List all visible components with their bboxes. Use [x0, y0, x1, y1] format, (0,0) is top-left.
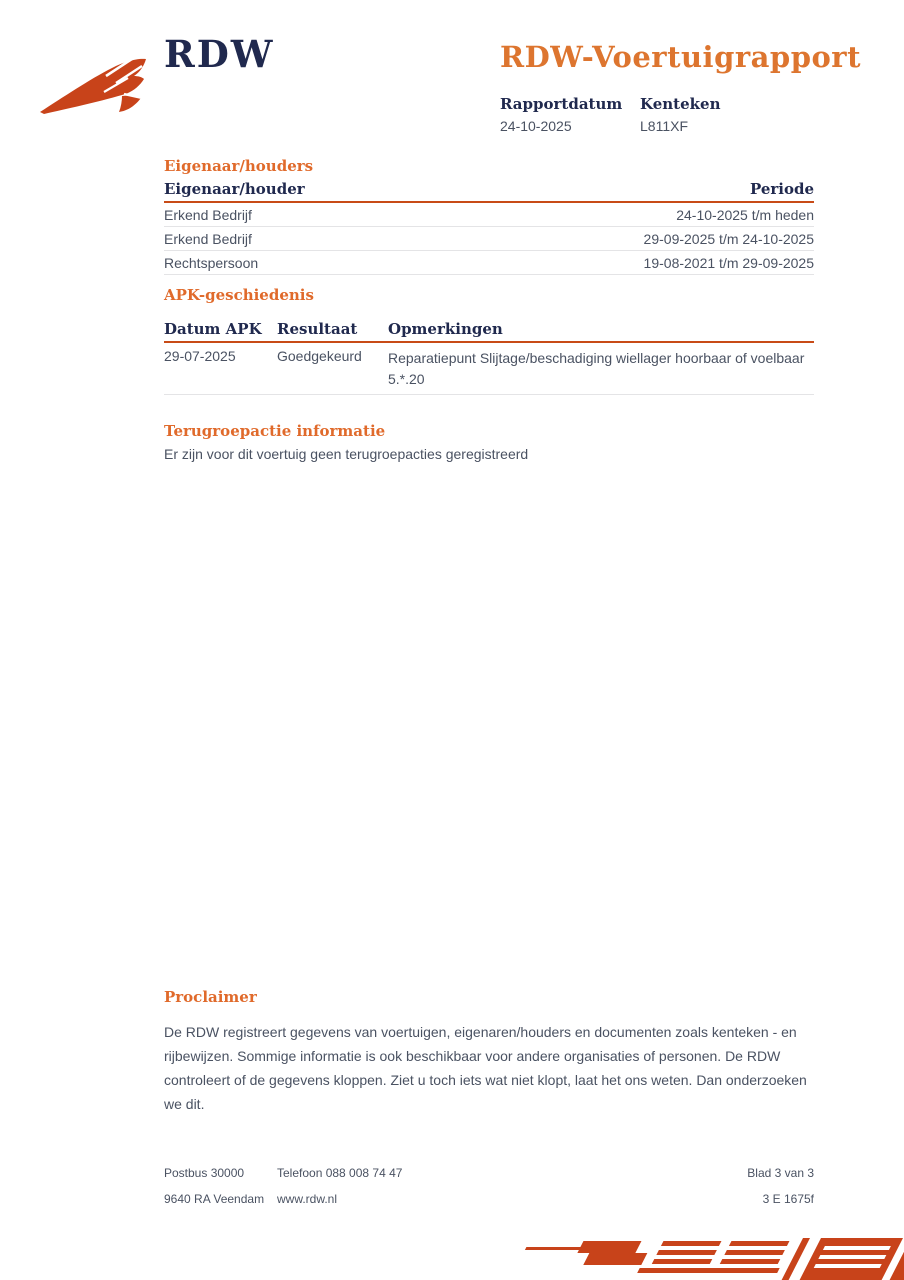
- report-date-value: 24-10-2025: [500, 118, 572, 134]
- report-date-label: Rapportdatum: [500, 95, 623, 113]
- apk-section-title: APK-geschiedenis: [164, 286, 314, 304]
- proclaimer-section-title: Proclaimer: [164, 988, 257, 1006]
- apk-col-header-date: Datum APK: [164, 320, 262, 338]
- recall-text: Er zijn voor dit voertuig geen terugroepacties geregistreerd: [164, 446, 529, 462]
- owner-table-row: [164, 251, 814, 275]
- rdw-logo-text: RDW: [164, 32, 275, 76]
- owner-name: Rechtspersoon: [164, 255, 259, 271]
- apk-remark-text: Reparatiepunt Slijtage/beschadiging wiellager hoorbaar of voelbaar: [388, 350, 805, 366]
- apk-col-header-result: Resultaat: [277, 320, 358, 338]
- license-plate-block: [640, 95, 780, 134]
- footer-row: [164, 1192, 814, 1206]
- owners-col-header-period: Periode: [749, 180, 814, 198]
- owner-name: Erkend Bedrijf: [164, 207, 252, 223]
- owner-period: 19-08-2021 t/m 29-09-2025: [643, 255, 814, 271]
- owners-section: [164, 157, 814, 275]
- apk-remark-code: 5.*.20: [388, 371, 425, 387]
- rdw-logo: [38, 32, 278, 122]
- apk-col-header-remarks: Opmerkingen: [388, 320, 503, 338]
- proclaimer-text: De RDW registreert gegevens van voertuigen, eigenaren/houders en documenten zoals kenteken - en rijbewijzen. Sommige informatie is ook beschikbaar voor andere organisaties of personen. De RDW controleert of de gegevens kloppen. Ziet u toch iets wat niet klopt, laat het ons weten. Dan onderzoeken we dit.: [164, 1024, 807, 1112]
- owner-table-row: [164, 203, 814, 227]
- rdw-feather-icon: [38, 54, 150, 118]
- apk-history-section: [164, 286, 814, 395]
- page-footer: [164, 1166, 814, 1218]
- footer-address-line1: Postbus 30000: [164, 1166, 245, 1180]
- owners-section-title: Eigenaar/houders: [164, 157, 314, 175]
- owners-col-header-owner: Eigenaar/houder: [164, 180, 305, 198]
- page-title: RDW-Voertuigrapport: [500, 40, 861, 74]
- apk-table-header: [164, 320, 814, 343]
- apk-result: Goedgekeurd: [277, 348, 362, 364]
- footer-address-line2: 9640 RA Veendam: [164, 1192, 265, 1206]
- license-plate-label: Kenteken: [640, 95, 721, 113]
- recall-section-title: Terugroepactie informatie: [164, 422, 386, 440]
- apk-date: 29-07-2025: [164, 348, 236, 364]
- footer-phone: Telefoon 088 008 74 47: [277, 1166, 403, 1180]
- license-plate-value: L811XF: [640, 118, 688, 134]
- owner-period: 24-10-2025 t/m heden: [676, 207, 814, 223]
- footer-website: www.rdw.nl: [277, 1192, 338, 1206]
- apk-remarks: [388, 348, 814, 390]
- owner-name: Erkend Bedrijf: [164, 231, 252, 247]
- recall-section: [164, 422, 814, 462]
- owner-period: 29-09-2025 t/m 24-10-2025: [643, 231, 814, 247]
- report-date-block: [500, 95, 640, 134]
- report-meta: [500, 95, 780, 134]
- owners-table-header: [164, 180, 814, 203]
- footer-page-indicator: Blad 3 van 3: [747, 1166, 814, 1180]
- owner-table-row: [164, 227, 814, 251]
- footer-doc-code: 3 E 1675f: [762, 1192, 814, 1206]
- proclaimer-section: [164, 988, 820, 1116]
- apk-table-row: [164, 343, 814, 395]
- footer-row: [164, 1166, 814, 1180]
- speed-stripes-icon: [519, 1238, 904, 1280]
